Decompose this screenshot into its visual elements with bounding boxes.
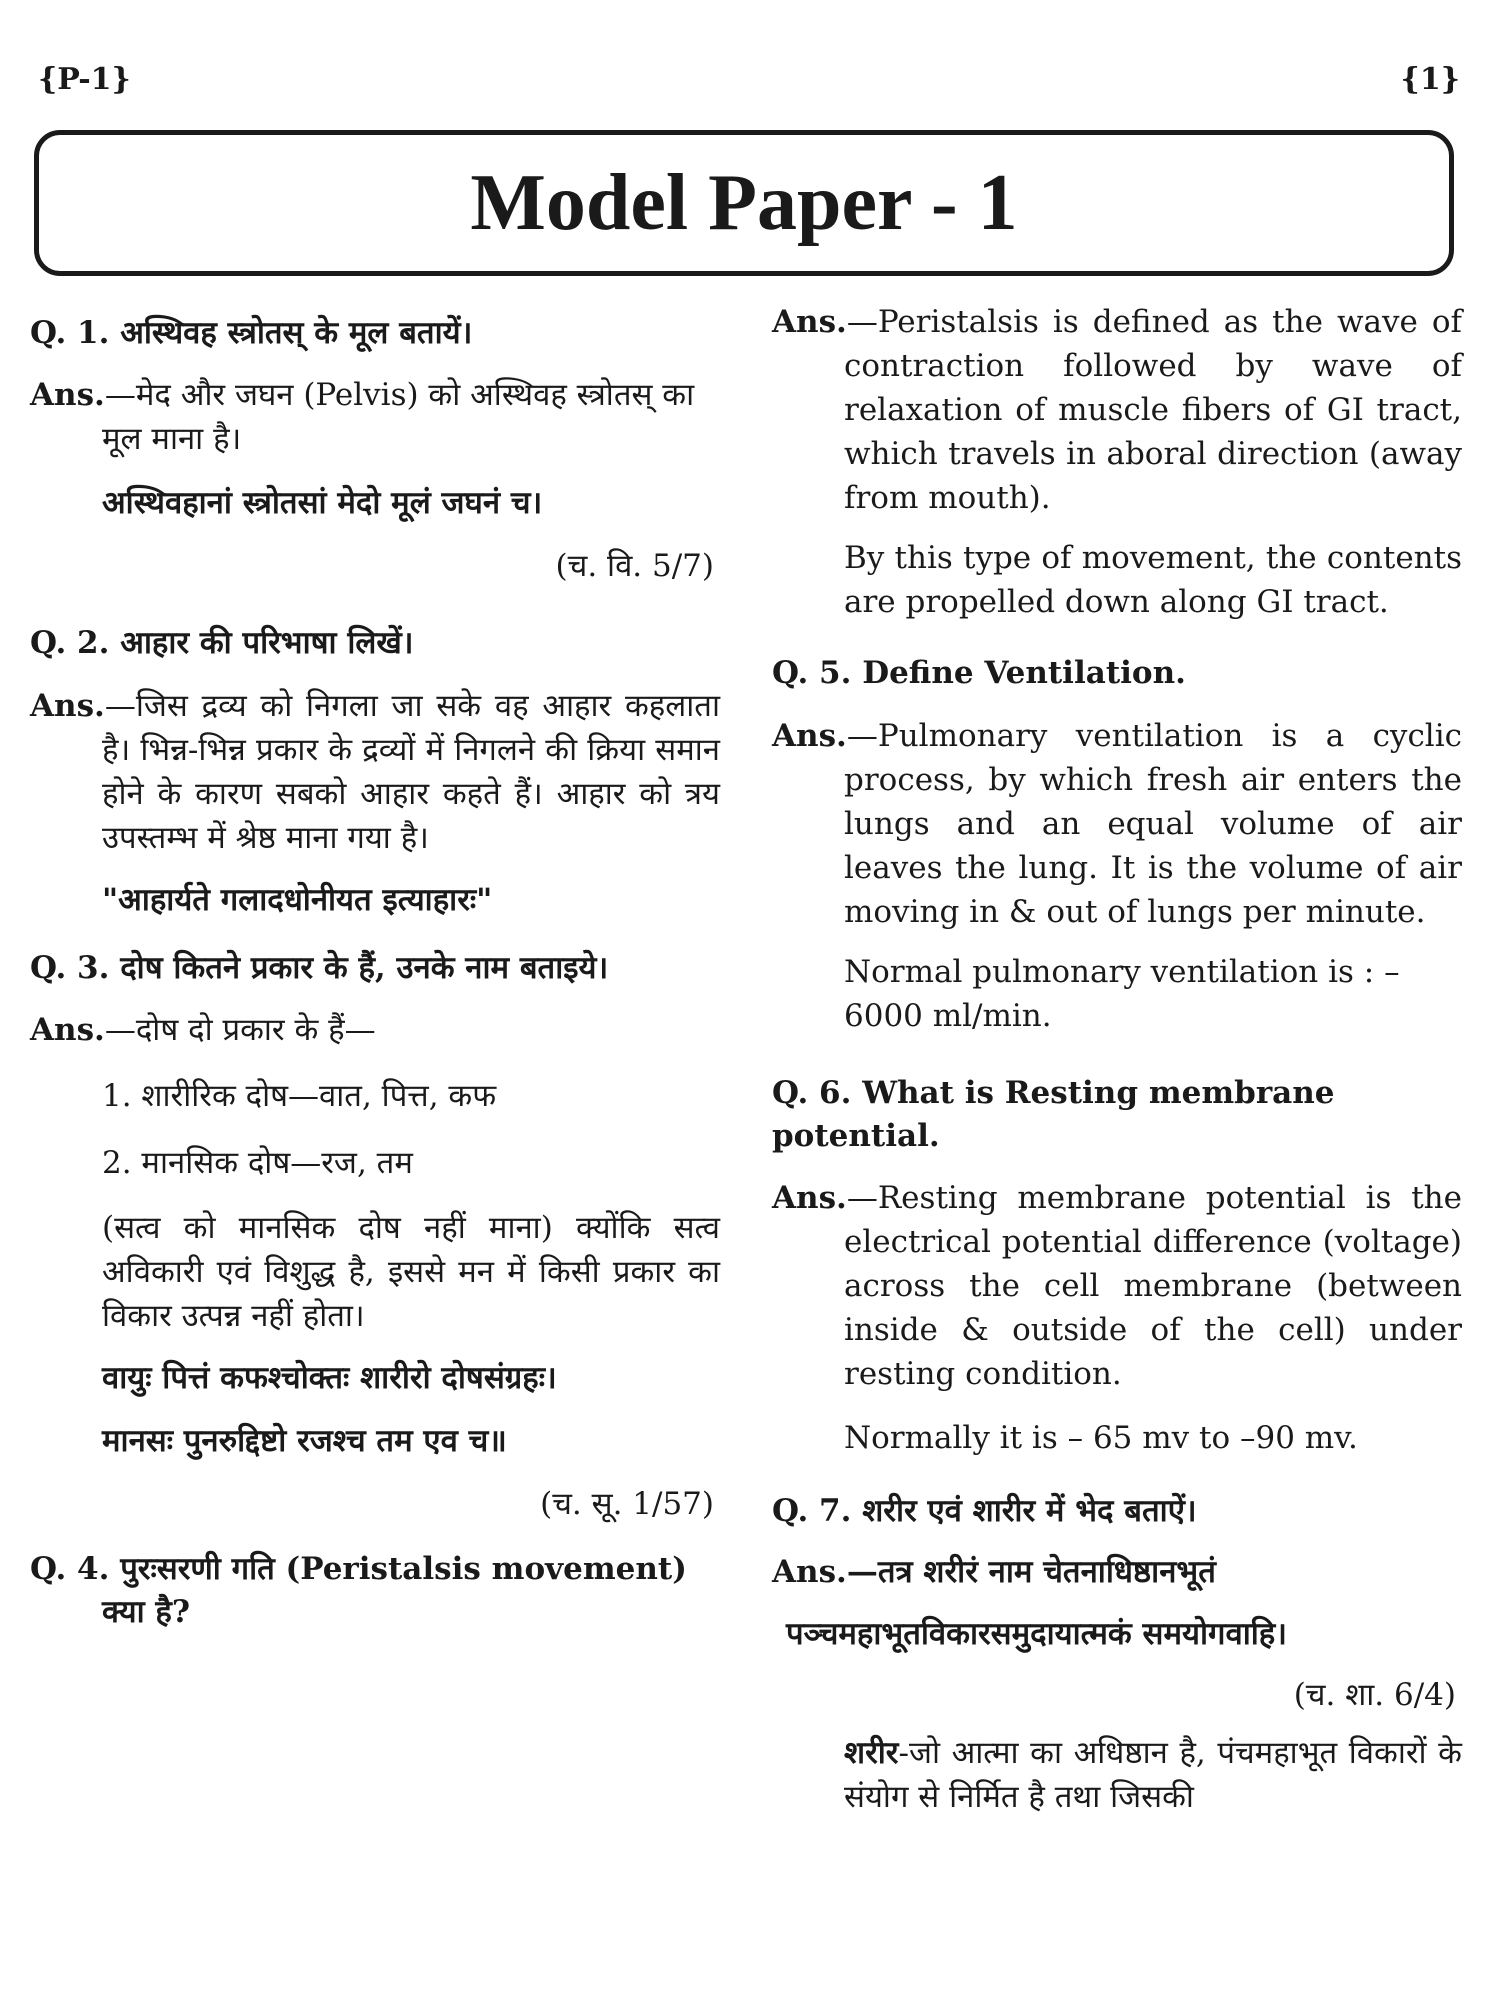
reference-3: (च. सू. 1/57) — [540, 1485, 714, 1522]
list-item-2: 2. मानसिक दोष—रज, तम — [102, 1145, 413, 1182]
answer-3: Ans.—दोष दो प्रकार के हैं— — [30, 1012, 376, 1049]
shloka-7: पञ्चमहाभूतविकारसमुदायात्मकं समयोगवाहि। — [786, 1615, 1287, 1652]
ans-label: Ans. — [30, 377, 105, 414]
ans-label: Ans. — [772, 1180, 847, 1217]
reference-1: (च. वि. 5/7) — [555, 548, 714, 585]
reference-7: (च. शा. 6/4) — [1293, 1676, 1456, 1713]
shloka-3b: मानसः पुनरुद्दिष्टो रजश्च तम एव च॥ — [102, 1423, 507, 1460]
ans-label: Ans. — [772, 1553, 847, 1590]
question-4: Q. 4. पुरःसरणी गति (Peristalsis movement) क्या है? — [30, 1550, 687, 1631]
note-3: (सत्व को मानसिक दोष नहीं माना) क्योंकि सत्व अविकारी एवं विशुद्ध है, इससे मन में किसी प्रकार का विकार उत्पन्न नहीं होता। — [102, 1210, 720, 1335]
note-5: Normal pulmonary ventilation is : – 6000 ml/min. — [844, 953, 1400, 1034]
note-7: शरीर-जो आत्मा का अधिष्ठान है, पंचमहाभूत विकारों के संयोग से निर्मित है तथा जिसकी — [844, 1734, 1462, 1815]
ans-label: Ans. — [772, 304, 847, 340]
question-2: Q. 2. आहार की परिभाषा लिखें। — [30, 625, 414, 662]
question-5: Q. 5. Define Ventilation. — [772, 655, 1186, 692]
question-7: Q. 7. शरीर एवं शारीर में भेद बताऐं। — [772, 1493, 1197, 1530]
ans-label: Ans. — [772, 717, 847, 754]
right-column — [772, 300, 1462, 1819]
title-box — [34, 130, 1454, 276]
page-title: Model Paper - 1 — [470, 158, 1018, 247]
answer-6: Ans.—Resting membrane potential is the electrical potential difference (voltage) across the cell membrane (between inside & outside of the cell) under resting condition. — [772, 1180, 1462, 1393]
answer-5: Ans.—Pulmonary ventilation is a cyclic process, by which fresh air enters the lungs and an equal volume of air leaves the lung. It is the volume of air moving in & out of lungs per minute. — [772, 717, 1462, 930]
question-3: Q. 3. दोष कितने प्रकार के हैं, उनके नाम बताइये। — [30, 949, 609, 986]
ans-label: Ans. — [30, 687, 105, 724]
page-code: {P-1} — [38, 62, 131, 97]
note-6: Normally it is – 65 mv to –90 mv. — [844, 1420, 1358, 1457]
shloka-1: अस्थिवहानां स्त्रोतसां मेदो मूलं जघनं च। — [102, 485, 543, 522]
question-6: Q. 6. What is Resting membrane potential. — [772, 1074, 1335, 1154]
shloka-2: "आहार्यते गलादधोनीयत इत्याहारः" — [102, 881, 493, 918]
question-1: Q. 1. अस्थिवह स्त्रोतस् के मूल बतायें। — [30, 315, 473, 351]
answer-7: Ans.—तत्र शरीरं नाम चेतनाधिष्ठानभूतं — [772, 1553, 1216, 1590]
ans-label: Ans. — [30, 1012, 105, 1049]
left-column — [30, 300, 720, 1635]
list-item-1: 1. शारीरिक दोष—वात, पित्त, कफ — [102, 1078, 497, 1115]
page-number: {1} — [1400, 62, 1460, 97]
shloka-3a: वायुः पित्तं कफश्चोक्तः शारीरो दोषसंग्रहः। — [102, 1360, 557, 1397]
note-4: By this type of movement, the contents are propelled down along GI tract. — [844, 540, 1462, 621]
answer-4: Ans.—Peristalsis is defined as the wave of contraction followed by wave of relaxation of muscle fibers of GI tract, which travels in aboral direction (away from mouth). — [772, 304, 1462, 517]
answer-1: Ans.—मेद और जघन (Pelvis) को अस्थिवह स्त्रोतस् का मूल माना है। — [30, 377, 695, 458]
answer-2: Ans.—जिस द्रव्य को निगला जा सके वह आहार कहलाता है। भिन्न-भिन्न प्रकार के द्रव्यों में निगलने की क्रिया समान होने के कारण सबको आहार कहते हैं। आहार को त्रय उपस्तम्भ में श्रेष्ठ माना गया है। — [30, 687, 720, 856]
